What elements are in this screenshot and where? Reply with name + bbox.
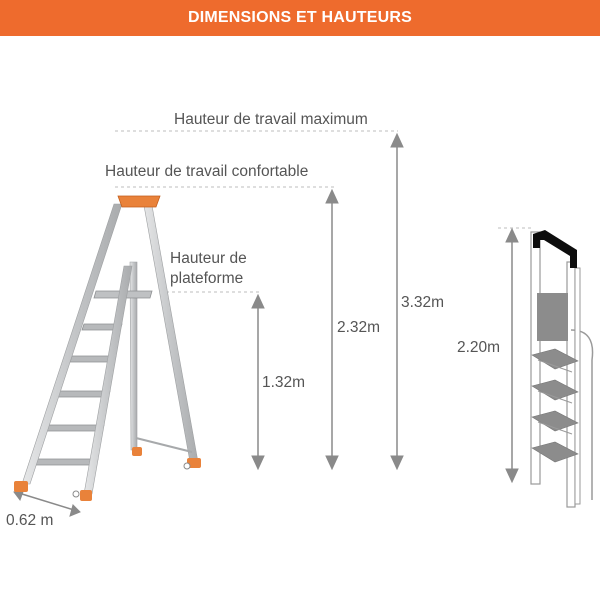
folded-height-value: 2.20m <box>457 339 501 356</box>
rear-brace <box>136 438 192 452</box>
front-stile-left <box>22 204 122 484</box>
front-foot <box>80 490 92 501</box>
rear-wheel <box>184 463 190 469</box>
front-wheel <box>73 491 79 497</box>
rear-foot <box>132 447 142 456</box>
rear-leg <box>143 200 198 462</box>
base-width-value: 0.62 m <box>6 512 54 529</box>
comfort-height-value: 2.32m <box>337 319 381 336</box>
folded-rear-leg <box>567 262 575 507</box>
max-work-height-label: Hauteur de travail maximum <box>174 111 368 128</box>
platform-height-value: 1.32m <box>262 374 306 391</box>
comfort-work-height-label: Hauteur de travail confortable <box>105 163 309 180</box>
max-height-value: 3.32m <box>401 294 445 311</box>
banner-title: DIMENSIONS ET HAUTEURS <box>188 9 412 26</box>
folded-stile-rear <box>575 268 580 504</box>
platform-height-label-line2: plateforme <box>170 270 244 287</box>
open-ladder-illustration <box>14 196 201 501</box>
ladder-step <box>35 459 98 465</box>
tool-tray <box>118 196 160 207</box>
front-stile-right <box>84 266 132 494</box>
folded-ladder-illustration <box>531 230 593 507</box>
rear-leg <box>130 262 137 450</box>
folded-height-arrow <box>506 229 518 482</box>
front-foot <box>14 481 28 492</box>
platform-height-label-line1: Hauteur de <box>170 250 247 267</box>
folded-platform <box>537 293 568 341</box>
